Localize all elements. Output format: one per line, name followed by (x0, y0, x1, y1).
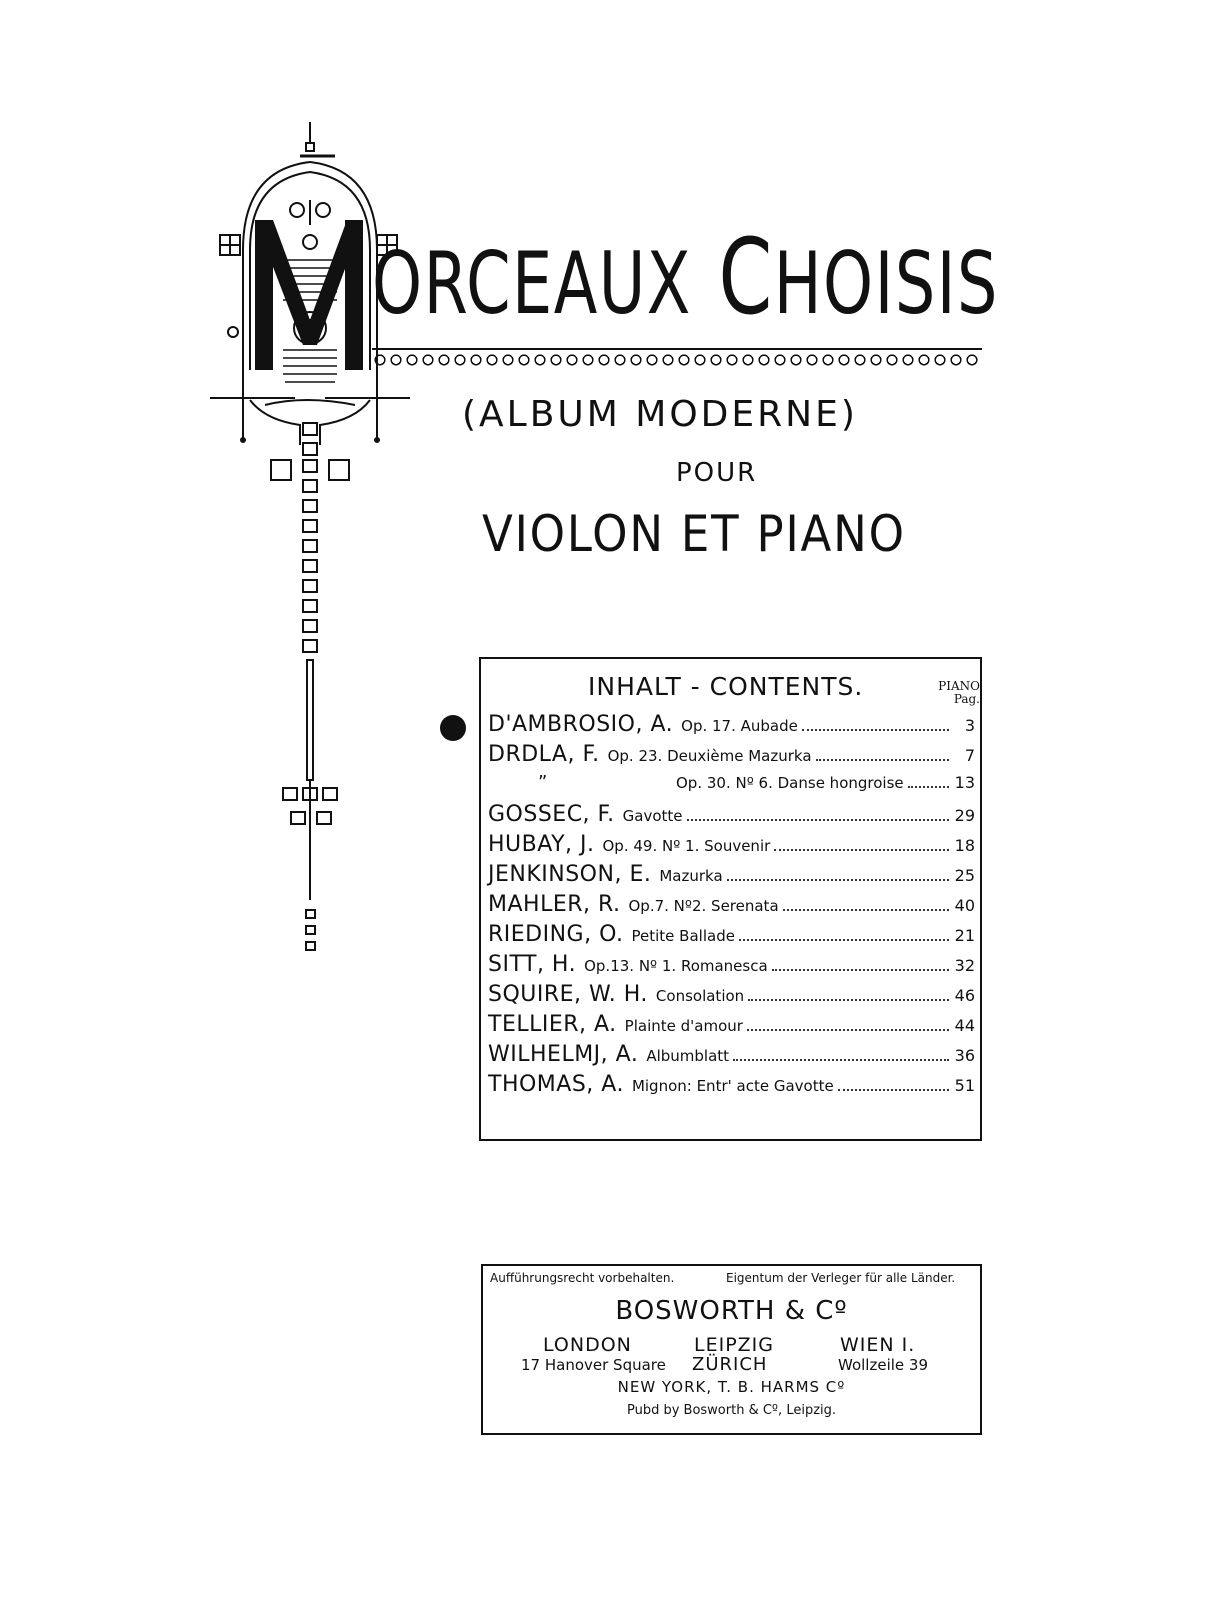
dot-leader (687, 819, 949, 821)
composer-ditto: ” (538, 772, 548, 793)
work-title: Op. 49. Nº 1. Souvenir (602, 837, 771, 855)
city-wien: WIEN I. (840, 1334, 916, 1356)
page-number: 3 (964, 716, 975, 735)
printed-by: Pubd by Bosworth & Cº, Leipzig. (626, 1403, 837, 1418)
dot-leader (783, 909, 949, 911)
publisher-name: BOSWORTH & Cº (615, 1296, 848, 1326)
list-item (488, 1072, 975, 1102)
page-number: 36 (954, 1046, 975, 1065)
title-part-orceaux: ORCEAUX (372, 234, 692, 334)
dot-leader (733, 1059, 949, 1061)
work-title: Op. 17. Aubade (681, 717, 798, 735)
composer: HUBAY, J. (488, 832, 595, 857)
london-address: 17 Hanover Square (521, 1356, 666, 1374)
list-item (488, 772, 975, 802)
dot-leader (747, 1029, 949, 1031)
piano-label: PIANO (938, 679, 980, 693)
composer: TELLIER, A. (488, 1012, 617, 1037)
dot-leader (802, 729, 949, 731)
list-item (488, 892, 975, 922)
composer: DRDLA, F. (488, 742, 600, 767)
page-number: 13 (954, 773, 975, 792)
work-title: Op.13. Nº 1. Romanesca (584, 957, 768, 975)
work-title: Op.7. Nº2. Serenata (628, 897, 779, 915)
dot-leader (727, 879, 949, 881)
dot-leader (816, 759, 949, 761)
list-item (488, 922, 975, 952)
dot-leader (908, 786, 949, 788)
contents-list (488, 712, 975, 1102)
dot-leader (739, 939, 949, 941)
pag-label: Pag. (953, 692, 980, 706)
page-number: 29 (954, 806, 975, 825)
work-title: Op. 23. Deuxième Mazurka (607, 747, 812, 765)
composer: JENKINSON, E. (488, 862, 652, 887)
title-part-hoisis: HOISIS (773, 234, 999, 334)
list-item (488, 1012, 975, 1042)
composer: MAHLER, R. (488, 892, 621, 917)
city-zurich: ZÜRICH (692, 1354, 768, 1375)
city-leipzig: LEIPZIG (694, 1334, 774, 1356)
page-number: 18 (954, 836, 975, 855)
instrumentation: VIOLON ET PIANO (482, 505, 906, 563)
page-number: 46 (954, 986, 975, 1005)
work-title: Op. 30. Nº 6. Danse hongroise (676, 774, 904, 792)
city-london: LONDON (543, 1334, 632, 1356)
page-number: 44 (954, 1016, 975, 1035)
work-title: Albumblatt (646, 1047, 730, 1065)
composer: SITT, H. (488, 952, 577, 977)
title-part-c: C (718, 216, 774, 338)
composer: GOSSEC, F. (488, 802, 615, 827)
title-text (372, 216, 999, 339)
ownership-notice: Eigentum der Verleger für alle Länder. (726, 1271, 956, 1285)
bullet-dot (440, 715, 466, 741)
work-title: Plainte d'amour (624, 1017, 743, 1035)
composer: THOMAS, A. (488, 1072, 624, 1097)
page-number: 40 (954, 896, 975, 915)
wien-address: Wollzeile 39 (838, 1356, 928, 1374)
piano-pag-header (932, 680, 980, 706)
work-title: Petite Ballade (631, 927, 735, 945)
contents-heading: INHALT - CONTENTS. (588, 672, 864, 701)
list-item (488, 712, 975, 742)
dot-leader (774, 849, 949, 851)
page-number: 21 (954, 926, 975, 945)
page-number: 25 (954, 866, 975, 885)
title-ornament-border (372, 348, 982, 368)
composer: WILHELMJ, A. (488, 1042, 639, 1067)
new-york-agent: NEW YORK, T. B. HARMS Cº (617, 1378, 846, 1396)
page-number: 32 (954, 956, 975, 975)
composer: SQUIRE, W. H. (488, 982, 648, 1007)
work-title: Consolation (655, 987, 745, 1005)
dot-leader (772, 969, 949, 971)
pour-text: POUR (676, 458, 758, 488)
list-item (488, 742, 975, 772)
list-item (488, 802, 975, 832)
subtitle: (ALBUM MODERNE) (462, 394, 858, 435)
work-title: Mignon: Entr' acte Gavotte (631, 1077, 834, 1095)
composer: D'AMBROSIO, A. (488, 712, 674, 737)
rights-reserved: Aufführungsrecht vorbehalten. (490, 1271, 675, 1285)
page-number: 51 (954, 1076, 975, 1095)
page-number: 7 (964, 746, 975, 765)
list-item (488, 1042, 975, 1072)
list-item (488, 982, 975, 1012)
list-item (488, 862, 975, 892)
list-item (488, 952, 975, 982)
work-title: Mazurka (659, 867, 723, 885)
dot-leader (748, 999, 949, 1001)
dot-leader (838, 1089, 949, 1091)
composer: RIEDING, O. (488, 922, 624, 947)
work-title: Gavotte (622, 807, 683, 825)
list-item (488, 832, 975, 862)
